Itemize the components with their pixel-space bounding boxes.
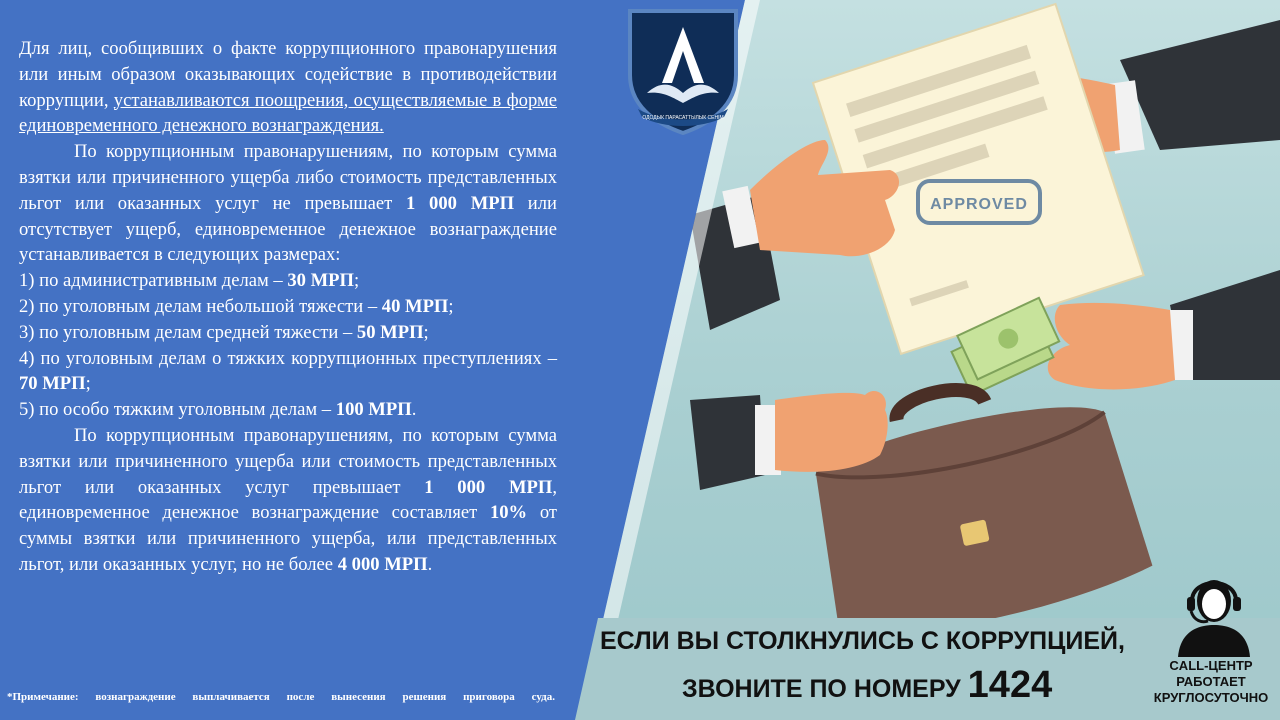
- suit-sleeve: [1120, 20, 1280, 150]
- reward-list-item: 5) по особо тяжким уголовным делам – 100 МРП.: [19, 399, 417, 421]
- agency-logo: [622, 5, 744, 137]
- main-text: [19, 36, 557, 578]
- paragraph-2: По коррупционным правонарушениям, по которым сумма взятки или причиненного ущерба либо стоимость представленных льгот или оказанных услуг не превышает 1 000 МРП или отсутствует ущерб, единовременное денежное вознаграждение устанавливается в следующих размерах:: [19, 141, 557, 266]
- hand: [1048, 303, 1175, 390]
- paragraph-1: Для лиц, сообщивших о факте коррупционного правонарушения или иным образом оказывающих содействие в противодействии коррупции, устанавливаются поощрения, осуществляемые в форме единовременного денежного вознаграждения.: [19, 38, 557, 137]
- banner-call-line: ЗВОНИТЕ ПО НОМЕРУ 1424: [682, 664, 1053, 706]
- reward-list-item: 2) по уголовным делам небольшой тяжести – 40 МРП;: [19, 295, 454, 317]
- reward-list-item: 1) по административным делам – 30 МРП;: [19, 270, 360, 292]
- call-center-operator-icon: [1168, 571, 1260, 657]
- call-center-label: CALL-ЦЕНТР РАБОТАЕТ КРУГЛОСУТОЧНО: [1153, 658, 1269, 705]
- suit-sleeve: [690, 395, 765, 490]
- stamp-label: APPROVED: [930, 196, 1028, 213]
- footnote: *Примечание: вознаграждение выплачивается после вынесения решения приговора суда.: [7, 691, 555, 703]
- paragraph-3: По коррупционным правонарушениям, по которым сумма взятки или причиненного ущерба или стоимость представленных льгот или оказанных услуг превышает 1 000 МРП, единовременное денежное вознаграждение составляет 10% от суммы взятки или причиненного ущерба, или представленных льгот, или оказанных услуг, но не более 4 000 МРП.: [19, 424, 558, 575]
- logo-motto: ОДОДЫК ПАРАСАТТЫЛЫК СЕНІМ: [642, 115, 724, 121]
- reward-list-item: 4) по уголовным делам о тяжких коррупционных преступлениях – 70 МРП;: [19, 347, 557, 395]
- underlined-text: устанавливаются поощрения, осуществляемые в форме единовременного денежного вознаграждения.: [19, 89, 557, 137]
- hotline-number: 1424: [967, 664, 1053, 706]
- hand: [775, 391, 888, 472]
- banner-headline: ЕСЛИ ВЫ СТОЛКНУЛИСЬ С КОРРУПЦИЕЙ,: [600, 627, 1125, 655]
- reward-list-item: 3) по уголовным делам средней тяжести – 50 МРП;: [19, 321, 429, 343]
